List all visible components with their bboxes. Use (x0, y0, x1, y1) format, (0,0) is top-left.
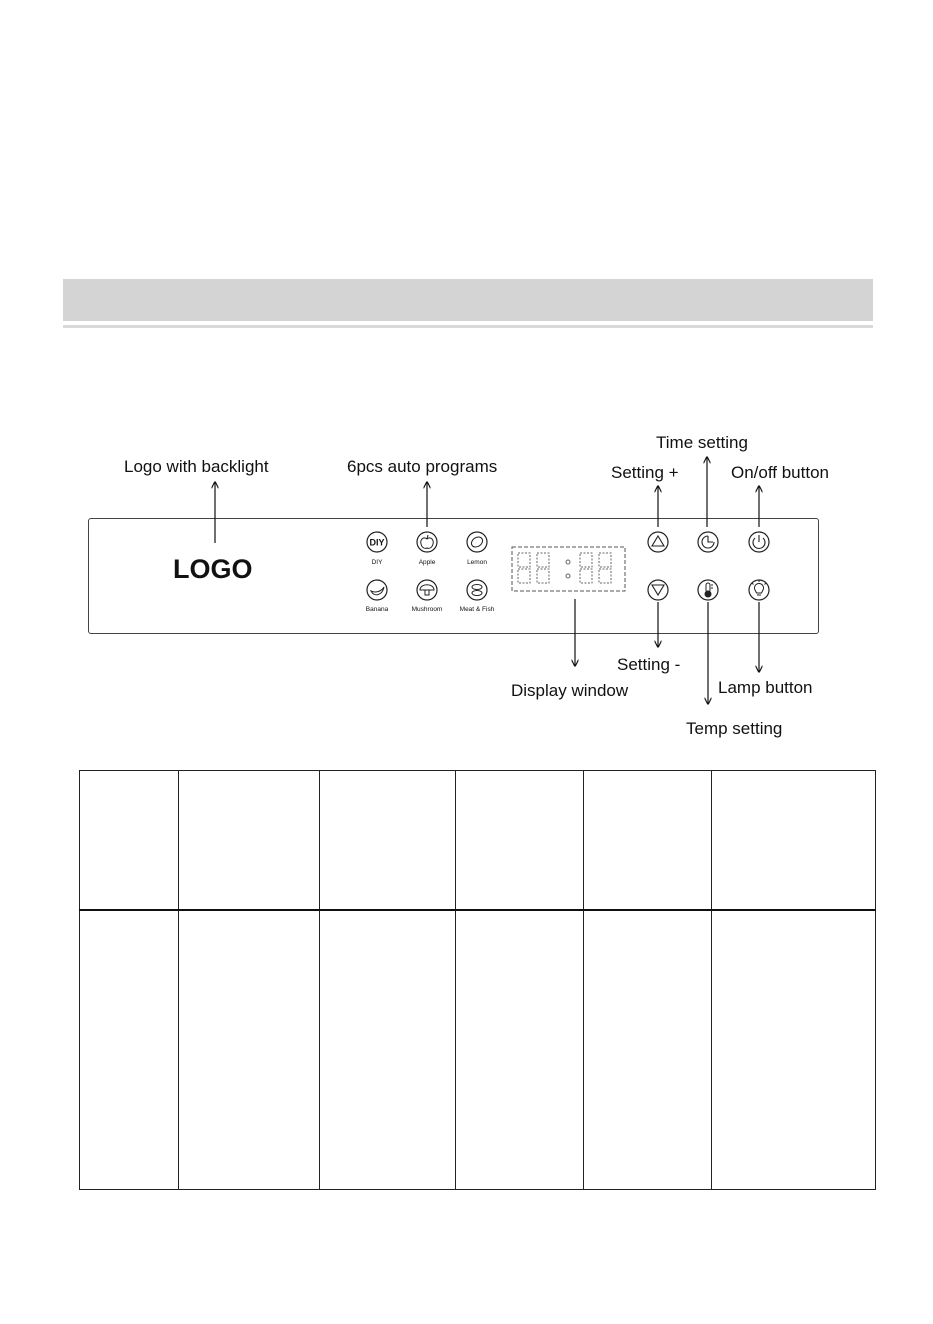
program-label-apple: Apple (418, 559, 436, 566)
table-cell (320, 771, 456, 911)
table-cell (456, 910, 584, 1190)
callout-setting-plus: Setting + (611, 463, 679, 482)
table-cell (712, 910, 876, 1190)
table-row (80, 910, 876, 1190)
program-label-mushroom: Mushroom (411, 606, 443, 613)
table-cell (584, 771, 712, 911)
table-cell (456, 771, 584, 911)
callout-temp-setting: Temp setting (686, 719, 783, 738)
table-cell (712, 771, 876, 911)
callout-logo-with-backlight: Logo with backlight (124, 457, 269, 476)
table-row (80, 771, 876, 911)
table-cell (584, 910, 712, 1190)
panel-logo: LOGO (173, 554, 253, 584)
program-label-banana: Banana (365, 606, 389, 613)
spec-table (79, 770, 876, 1190)
callout-time-setting: Time setting (656, 433, 748, 452)
callout-lamp-button: Lamp button (718, 678, 813, 697)
table-cell (320, 910, 456, 1190)
lemon-icon[interactable] (467, 532, 487, 552)
setting-minus-button[interactable] (648, 580, 668, 600)
program-label-lemon: Lemon (467, 559, 487, 566)
table-cell (80, 910, 179, 1190)
program-label-diy: DIY (371, 559, 383, 566)
table-cell (80, 771, 179, 911)
display-window (512, 547, 625, 591)
program-label-meat-fish: Meat & Fish (459, 606, 495, 613)
apple-icon[interactable] (417, 532, 437, 552)
diy-icon-text: DIY (369, 537, 385, 548)
table-cell (179, 771, 320, 911)
table-cell (179, 910, 320, 1190)
callout-auto-programs: 6pcs auto programs (347, 457, 498, 476)
callout-display-window: Display window (511, 681, 629, 700)
callout-setting-minus: Setting - (617, 655, 681, 674)
callout-onoff-button: On/off button (731, 463, 829, 482)
